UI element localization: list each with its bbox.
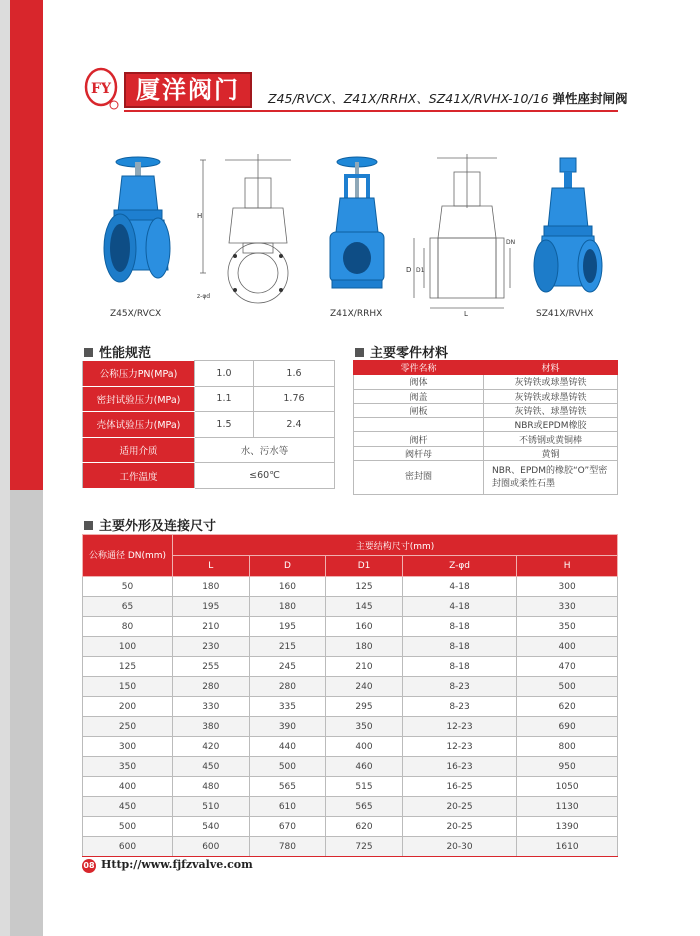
dimension-cell: 4-18 [402,597,516,617]
caption-z45x: Z45X/RVCX [110,309,162,319]
table-row [83,777,618,797]
dn-cell: 600 [83,837,173,857]
part-material: 不锈钢或黄铜棒 [484,432,618,446]
dn-cell: 50 [83,577,173,597]
dimension-cell: 145 [326,597,403,617]
dimension-cell: 180 [173,577,250,597]
part-material: 黄铜 [484,446,618,460]
header-col-d: D [249,556,326,577]
dimension-cell: 180 [326,637,403,657]
dimension-cell: 125 [326,577,403,597]
drawing-label-zd: z-φd [197,293,211,300]
dimension-cell: 295 [326,697,403,717]
table-header-row [83,535,618,556]
perf-value: 1.0 [195,361,254,387]
dimension-cell: 8-23 [402,677,516,697]
dimension-cell: 20-25 [402,817,516,837]
part-name: 阀体 [354,375,484,389]
dimensions-title-text: 主要外形及连接尺寸 [99,519,217,534]
dimension-cell: 420 [173,737,250,757]
dn-cell: 150 [83,677,173,697]
materials-title-text: 主要零件材料 [370,346,449,361]
table-row [83,412,335,438]
dimension-cell: 330 [517,597,618,617]
drawing-label-d1: D1 [416,267,425,274]
table-row [83,577,618,597]
subtitle-product-name: 弹性座封闸阀 [552,91,628,106]
dimension-cell: 1610 [517,837,618,857]
part-material: 灰铸铁或球墨铸铁 [484,389,618,403]
dimension-cell: 690 [517,717,618,737]
dimension-cell: 1130 [517,797,618,817]
table-row [83,637,618,657]
section-title-materials [355,342,448,361]
dimension-cell: 470 [517,657,618,677]
dn-cell: 80 [83,617,173,637]
dimension-cell: 16-25 [402,777,516,797]
part-material: 灰铸铁、球墨铸铁 [484,403,618,417]
dn-cell: 450 [83,797,173,817]
dimension-cell: 8-18 [402,617,516,637]
perf-label: 适用介质 [83,437,195,463]
table-header-row [354,361,618,375]
table-row [83,717,618,737]
dn-cell: 125 [83,657,173,677]
dimension-cell: 300 [517,577,618,597]
dimension-cell: 500 [517,677,618,697]
dn-cell: 400 [83,777,173,797]
perf-value: 1.1 [195,386,254,412]
table-row [83,757,618,777]
part-material: 灰铸铁或球墨铸铁 [484,375,618,389]
dimension-cell: 195 [249,617,326,637]
caption-sz41x: SZ41X/RVHX [536,309,594,319]
table-row [83,677,618,697]
side-band-gray [10,490,43,936]
dn-cell: 200 [83,697,173,717]
dimension-cell: 215 [249,637,326,657]
dimension-cell: 12-23 [402,737,516,757]
drawing-label-dn: DN [506,239,516,246]
perf-label: 密封试验压力(MPa) [83,386,195,412]
table-row [354,418,618,432]
dimension-cell: 8-18 [402,657,516,677]
table-row [83,617,618,637]
dimension-cell: 500 [249,757,326,777]
header-col-h: H [517,556,618,577]
dimension-cell: 390 [249,717,326,737]
table-row [354,403,618,417]
table-row [354,432,618,446]
perf-value: 1.6 [253,361,334,387]
side-band-red [10,0,43,490]
header-col-l: L [173,556,250,577]
header-col-d1: D1 [326,556,403,577]
table-row [83,386,335,412]
dimension-cell: 565 [249,777,326,797]
dimension-cell: 610 [249,797,326,817]
dimension-cell: 330 [173,697,250,717]
table-row [354,461,618,495]
dimension-cell: 460 [326,757,403,777]
perf-value: 1.5 [195,412,254,438]
dimension-cell: 515 [326,777,403,797]
table-row [83,737,618,757]
dimension-cell: 20-25 [402,797,516,817]
part-name: 密封圈 [354,461,484,495]
dimension-cell: 210 [326,657,403,677]
section-title-performance [84,342,151,361]
drawing-z45x-icon [195,148,305,318]
dn-cell: 350 [83,757,173,777]
table-row [83,597,618,617]
square-bullet-icon [84,521,93,530]
drawing-label-d: D [406,266,412,274]
dn-cell: 65 [83,597,173,617]
part-material: NBR或EPDM橡胶 [484,418,618,432]
header-divider [124,110,618,112]
dimension-cell: 725 [326,837,403,857]
dimension-cell: 540 [173,817,250,837]
dn-cell: 500 [83,817,173,837]
perf-label: 公称压力PN(MPa) [83,361,195,387]
dimension-cell: 620 [326,817,403,837]
dimension-cell: 8-23 [402,697,516,717]
dimension-cell: 255 [173,657,250,677]
caption-z41x: Z41X/RRHX [330,309,383,319]
website-url[interactable]: Http://www.fjfzvalve.com [101,858,253,871]
table-row [83,437,335,463]
dn-cell: 250 [83,717,173,737]
dimension-cell: 335 [249,697,326,717]
square-bullet-icon [84,348,93,357]
logo-text: FY [91,81,111,97]
dimension-cell: 440 [249,737,326,757]
dimension-cell: 8-18 [402,637,516,657]
part-name: 阀杆 [354,432,484,446]
dimension-cell: 195 [173,597,250,617]
table-row [354,375,618,389]
dimension-cell: 620 [517,697,618,717]
table-row [83,817,618,837]
table-row [83,837,618,857]
header-col-zd: Z-φd [402,556,516,577]
brand-title: 厦洋阀门 [124,72,252,108]
part-name: 闸板 [354,403,484,417]
dimension-cell: 450 [173,757,250,777]
footer-divider [82,856,618,857]
company-logo-icon [82,67,120,111]
table-row [83,697,618,717]
dimension-cell: 245 [249,657,326,677]
dn-cell: 300 [83,737,173,757]
perf-value: 1.76 [253,386,334,412]
part-name: 阀盖 [354,389,484,403]
perf-value: ≤60℃ [195,463,335,489]
dimension-cell: 350 [326,717,403,737]
dimension-cell: 780 [249,837,326,857]
dimension-cell: 180 [249,597,326,617]
header-dn: 公称通径 DN(mm) [83,535,173,577]
dimension-cell: 4-18 [402,577,516,597]
dimension-cell: 400 [326,737,403,757]
dimension-cell: 280 [173,677,250,697]
table-row [83,463,335,489]
drawing-z41x-icon [402,148,520,318]
perf-value: 2.4 [253,412,334,438]
header-material: 材料 [484,361,618,375]
dimension-cell: 160 [249,577,326,597]
dimension-cell: 480 [173,777,250,797]
table-row [83,797,618,817]
dimension-cell: 565 [326,797,403,817]
dimension-cell: 600 [173,837,250,857]
drawing-label-l: L [464,310,468,318]
dimension-cell: 950 [517,757,618,777]
table-row [354,446,618,460]
dimensions-table [82,534,618,857]
dimension-cell: 400 [517,637,618,657]
dimension-cell: 1390 [517,817,618,837]
dimension-cell: 380 [173,717,250,737]
valve-z45x-image [98,152,178,302]
dimension-cell: 16-23 [402,757,516,777]
dimension-cell: 20-30 [402,837,516,857]
subtitle-models: Z45/RVCX、Z41X/RRHX、SZ41X/RVHX-10/16 [268,91,549,106]
part-name [354,418,484,432]
dimension-cell: 12-23 [402,717,516,737]
dimension-cell: 670 [249,817,326,837]
section-title-dimensions [84,515,216,534]
dimension-cell: 350 [517,617,618,637]
perf-value: 水、污水等 [195,437,335,463]
performance-table [82,360,335,489]
performance-title-text: 性能规范 [99,346,152,361]
drawing-label-h: H [197,212,203,220]
square-bullet-icon [355,348,364,357]
valve-z41x-image [322,152,392,302]
part-material: NBR、EPDM的橡胶“O”型密封圈或柔性石墨 [484,461,618,495]
materials-table [353,360,618,495]
perf-label: 壳体试验压力(MPa) [83,412,195,438]
page-subtitle [268,89,628,107]
dimension-cell: 800 [517,737,618,757]
header-part: 零件名称 [354,361,484,375]
table-row [83,657,618,677]
part-name: 阀杆母 [354,446,484,460]
dimension-cell: 210 [173,617,250,637]
dimension-cell: 160 [326,617,403,637]
dimension-cell: 510 [173,797,250,817]
left-side-band [0,0,43,936]
perf-label: 工作温度 [83,463,195,489]
header-group: 主要结构尺寸(mm) [173,535,618,556]
dimension-cell: 1050 [517,777,618,797]
dimension-cell: 280 [249,677,326,697]
table-row [354,389,618,403]
valve-sz41x-image [528,154,608,304]
dimension-cell: 230 [173,637,250,657]
table-row [83,361,335,387]
dimension-cell: 240 [326,677,403,697]
dn-cell: 100 [83,637,173,657]
page-number: 08 [82,859,96,873]
